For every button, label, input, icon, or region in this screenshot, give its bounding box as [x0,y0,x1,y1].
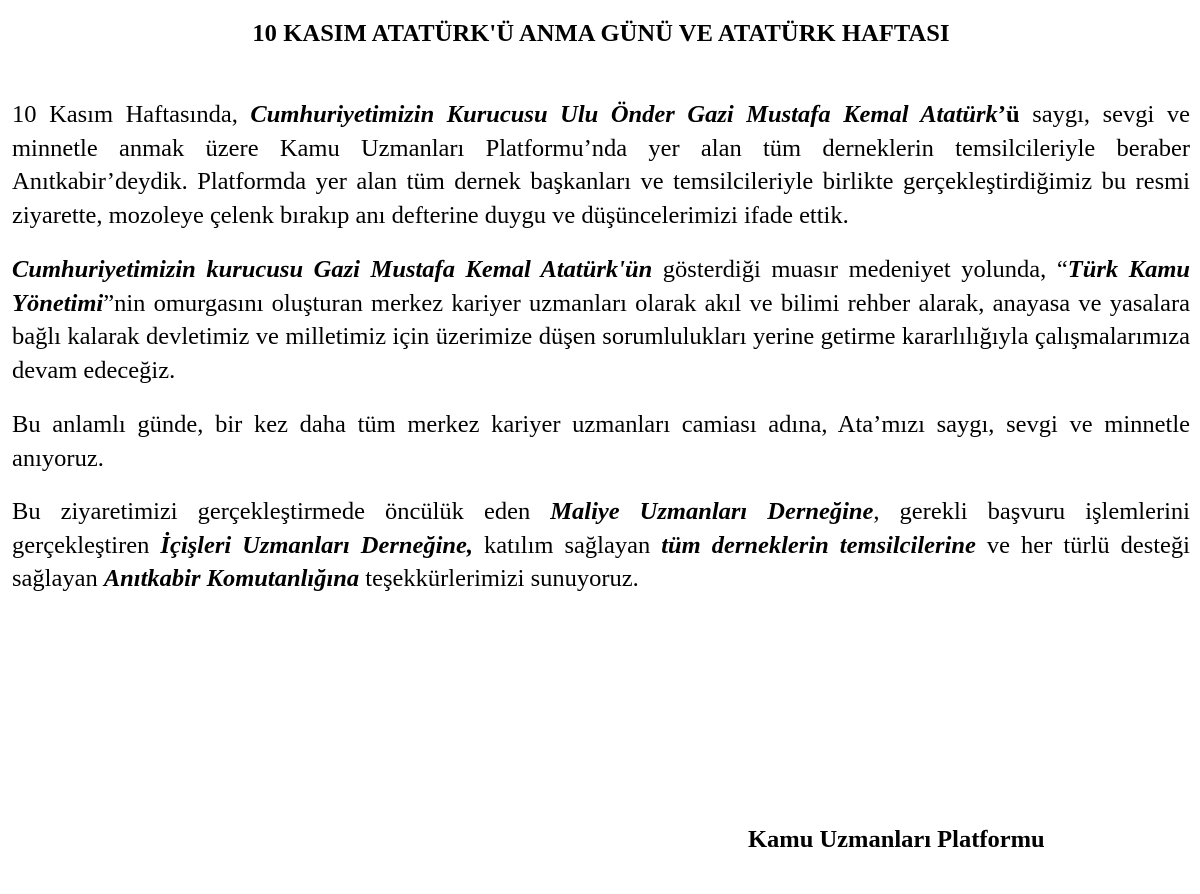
emphasis-ataturk-founder: Cumhuriyetimizin Kurucusu Ulu Önder Gazi Mustafa Kemal Atatürk [250,101,998,128]
emphasis-icisleri-uzmanlari: İçişleri Uzmanları Derneğine, [160,531,474,559]
apostrophe: ’ [997,101,1006,128]
emphasis-anitkabir-komutanligi: Anıtkabir Komutanlığına [103,565,360,592]
text-run: 10 Kasım Haftasında, [12,101,251,128]
text-run: gösterdiği muasır medeniyet yolunda, “ [652,256,1068,283]
text-run: , gerekli başvuru işlemlerini gerçekleştiren [12,498,1190,559]
emphasis-ataturk-founder: Cumhuriyetimizin kurucusu Gazi Mustafa Kemal Atatürk'ün [12,256,653,283]
text-run: saygı, sevgi ve minnetle anmak üzere Kamu Uzmanları Platformu’nda yer alan tüm derneklerin temsilcileriyle beraber Anıtkabir’deydik. Platformda yer alan tüm dernek başkanları ve temsilcileriyle birlikte gerçekleştirdiğimiz bu resmi ziyarette, mozoleye çelenk bırakıp anı defterine duygu ve düşüncelerimizi ifade ettik. [12,101,1191,229]
document-title: 10 KASIM ATATÜRK'Ü ANMA GÜNÜ VE ATATÜRK HAFTASI [252,20,950,47]
paragraph-visit [12,98,1190,232]
signature: Kamu Uzmanları Platformu [748,826,1045,853]
text-run: teşekkürlerimizi sunuyoruz. [359,565,639,592]
emphasis-turk-kamu-yonetimi: Türk Kamu Yönetimi [12,256,1190,317]
text-run: ”nin omurgasını oluşturan merkez kariyer uzmanları olarak akıl ve bilimi rehber alarak, anayasa ve yasalara bağlı kalarak devletimiz ve milletimiz için üzerimize düşen sorumlulukları yerine getirme kararlılığıyla çalışmalarımıza devam edeceğiz. [12,289,1190,384]
text-run: ve her türlü desteği sağlayan [12,531,1190,592]
paragraph-commitment [12,253,1190,387]
text-run: Bu ziyaretimizi gerçekleştirmede öncülük eden [12,498,551,525]
text-run: Bu anlamlı günde, bir kez daha tüm merkez kariyer uzmanları camiası adına, Ata’mızı saygı, sevgi ve minnetle anıyoruz. [12,411,1190,472]
suffix: ü [1005,101,1020,128]
paragraph-remembrance [12,408,1190,475]
emphasis-maliye-uzmanlari: Maliye Uzmanları Derneğine [550,498,874,525]
emphasis-tum-dernekler: tüm derneklerin temsilcilerine [661,531,976,559]
text-run: katılım sağlayan [473,531,662,559]
paragraph-thanks [12,495,1190,596]
